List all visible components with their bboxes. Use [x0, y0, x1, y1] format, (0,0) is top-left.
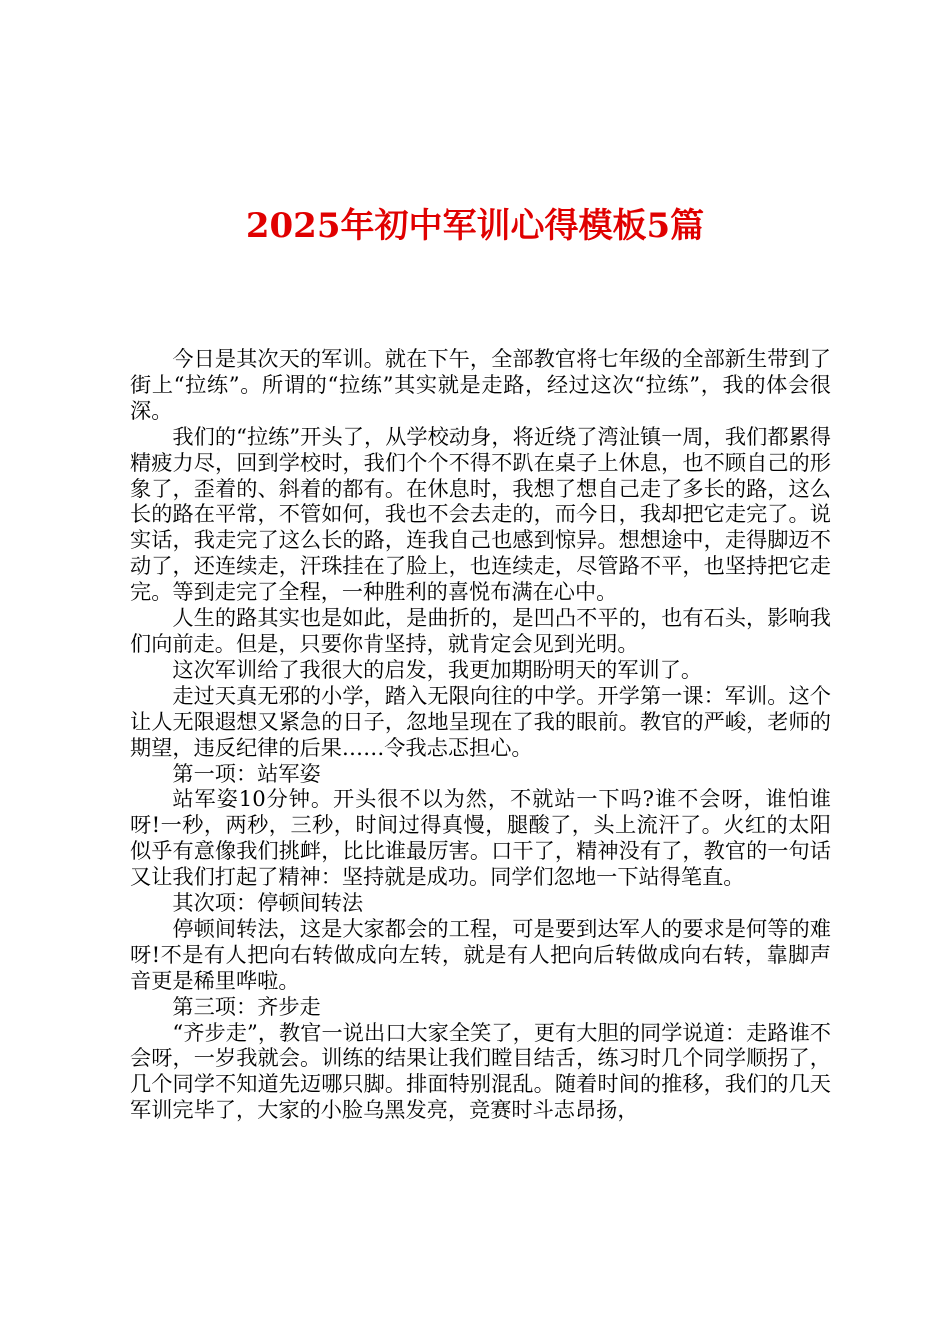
paragraph: 这次军训给了我很大的启发，我更加期盼明天的军训了。	[172, 656, 703, 682]
document-title: 2025年初中军训心得模板5篇	[245, 206, 705, 246]
document-body	[130, 346, 831, 1123]
paragraph: “齐步走”，教官一说出口大家全笑了，更有大胆的同学说道：走路谁不会呀，一岁我就会。训练的结果让我们瞠目结舌，练习时几个同学顺拐了，几个同学不知道先迈哪只脚。排面特别混乱。随着时间的推移，我们的几天军训完毕了，大家的小脸乌黑发亮，竞赛时斗志昂扬，	[130, 1019, 831, 1123]
section-heading: 其次项：停顿间转法	[172, 890, 364, 916]
paragraph: 今日是其次天的军训。就在下午，全部教官将七年级的全部新生带到了街上“拉练”。所谓的“拉练”其实就是走路，经过这次“拉练”，我的体会很深。	[130, 346, 831, 423]
paragraph: 停顿间转法，这是大家都会的工程，可是要到达军人的要求是何等的难呀!不是有人把向右转做成向左转，就是有人把向后转做成向右转，靠脚声音更是稀里哗啦。	[130, 915, 831, 993]
paragraph: 我们的“拉练”开头了，从学校动身，将近绕了湾沚镇一周，我们都累得精疲力尽，回到学校时，我们个个不得不趴在桌子上休息，也不顾自己的形象了，歪着的、斜着的都有。在休息时，我想了想自己走了多长的路，这么长的路在平常，不管如何，我也不会去走的，而今日，我却把它走完了。说实话，我走完了这么长的路，连我自己也感到惊异。想想途中，走得脚迈不动了，还连续走，汗珠挂在了脸上，也连续走，尽管路不平，也坚持把它走完。等到走完了全程，一种胜利的喜悦布满在心中。	[130, 423, 831, 605]
paragraph: 站军姿10分钟。开头很不以为然，不就站一下吗?谁不会呀，谁怕谁呀!一秒，两秒，三秒，时间过得真慢，腿酸了，头上流汗了。火红的太阳似乎有意像我们挑衅，比比谁最厉害。口干了，精神没有了，教官的一句话又让我们打起了精神：坚持就是成功。同学们忽地一下站得笔直。	[130, 786, 831, 890]
section-heading: 第三项：齐步走	[172, 993, 321, 1019]
section-heading: 第一项：站军姿	[172, 760, 321, 786]
paragraph: 走过天真无邪的小学，踏入无限向往的中学。开学第一课：军训。这个让人无限遐想又紧急的日子，忽地呈现在了我的眼前。教官的严峻，老师的期望，违反纪律的后果……令我忐忑担心。	[130, 682, 831, 760]
paragraph: 人生的路其实也是如此，是曲折的，是凹凸不平的，也有石头，影响我们向前走。但是，只要你肯坚持，就肯定会见到光明。	[130, 605, 831, 656]
